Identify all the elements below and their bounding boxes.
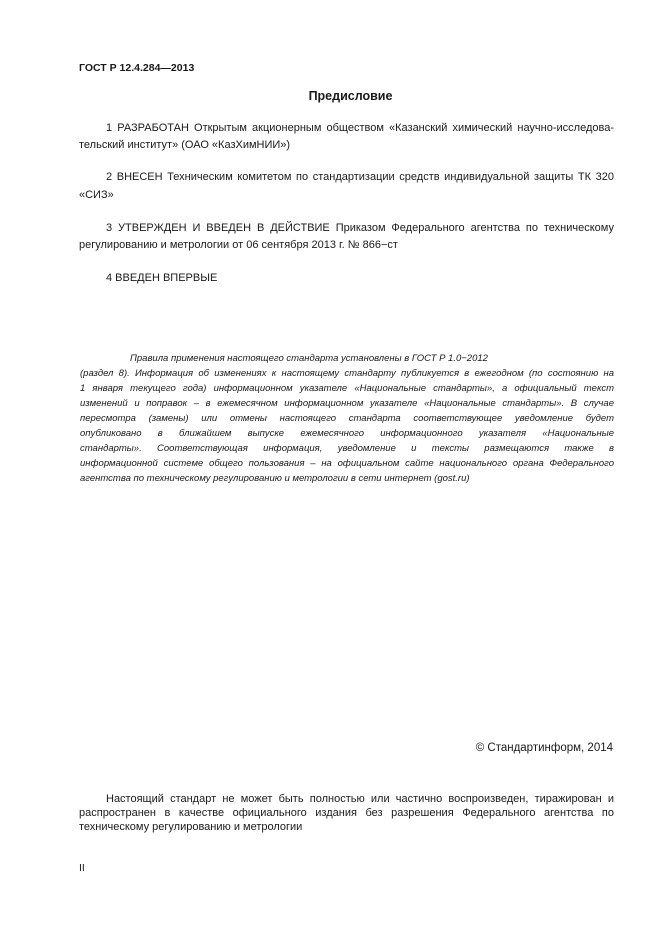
notice-line-9: агентства по техническому регулированию и метрологии в сети интернет (gost.ru) <box>80 473 470 484</box>
item-4-line-1: 4 ВВЕДЕН ВПЕРВЫЕ <box>106 272 218 284</box>
reproduction-line-1: Настоящий стандарт не может быть полностью или частично воспроизведен, тиражирован и <box>106 793 614 805</box>
item-1-line-2: тельский институт» (ОАО «КазХимНИИ») <box>79 139 291 151</box>
item-3-line-1: 3 УТВЕРЖДЕН И ВВЕДЕН В ДЕЙСТВИЕ Приказом Федерального агентства по техническому <box>106 222 614 234</box>
copyright: © Стандартинформ, 2014 <box>475 742 613 754</box>
notice-line-6: опубликовано в ближайшем выпуске ежемесячного информационного указателя «Национальные <box>80 428 614 439</box>
notice-line-4: изменений и поправок – в ежемесячном информационном указателе «Национальные стандарты». В случае <box>80 398 614 409</box>
notice-line-7: стандарты». Соответствующая информация, уведомление и тексты размещаются также в <box>80 443 614 454</box>
reproduction-line-3: техническому регулированию и метрологии <box>79 821 303 833</box>
notice-line-2: (раздел 8). Информация об изменениях к настоящему стандарту публикуется в ежегодном (по состоянию на <box>80 368 614 379</box>
item-1-line-1: 1 РАЗРАБОТАН Открытым акционерным обществом «Казанский химический научно-исследова- <box>106 122 614 134</box>
notice-line-3: 1 января текущего года) информационном указателе «Национальные стандарты», а официальный текст <box>80 383 614 394</box>
notice-line-5: пересмотра (замены) или отмены настоящего стандарта соответствующее уведомление будет <box>80 413 614 424</box>
item-3-line-2: регулированию и метрологии от 06 сентября 2013 г. № 866−ст <box>79 239 398 251</box>
page-title: Предисловие <box>308 89 393 103</box>
reproduction-line-2: распространен в качестве официального издания без разрешения Федерального агентства по <box>79 807 614 819</box>
page-number: II <box>79 862 85 874</box>
item-2-line-1: 2 ВНЕСЕН Техническим комитетом по стандартизации средств индивидуальной защиты ТК 320 <box>106 171 614 183</box>
notice-line-8: информационной системе общего пользования – на официальном сайте национального органа Федерального <box>80 458 614 469</box>
document-code: ГОСТ Р 12.4.284—2013 <box>79 62 195 74</box>
notice-line-1: Правила применения настоящего стандарта установлены в ГОСТ Р 1.0−2012 <box>130 353 488 364</box>
item-2-line-2: «СИЗ» <box>79 189 114 201</box>
